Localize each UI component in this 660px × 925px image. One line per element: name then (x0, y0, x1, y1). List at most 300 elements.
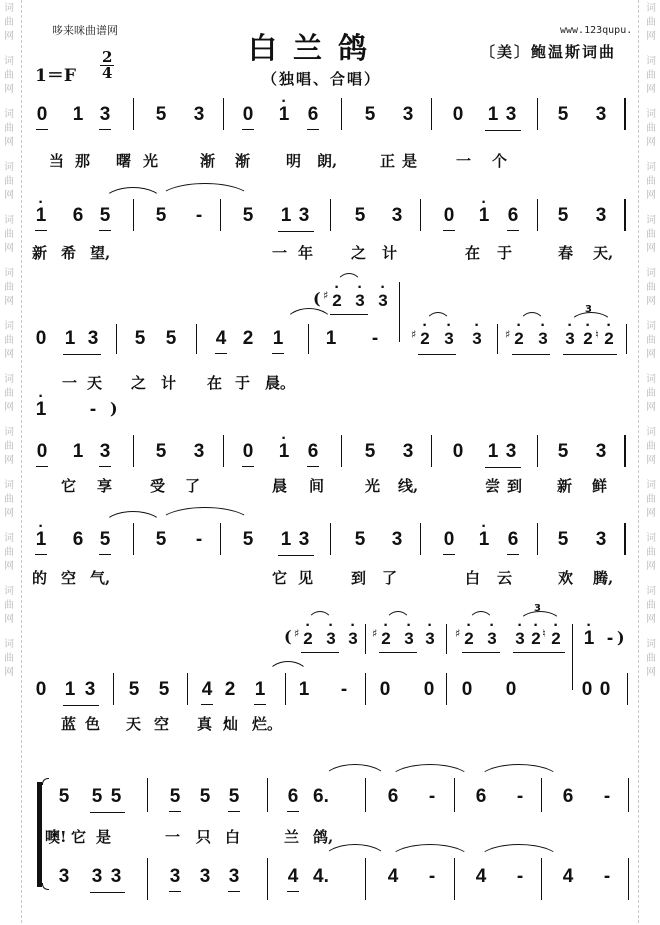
note: 0 (461, 679, 473, 700)
lyric: 真 (197, 715, 213, 733)
note: · 2 (462, 628, 476, 650)
watermark-char: 词 (646, 374, 656, 385)
note: · 2 (418, 328, 432, 350)
sharp-sign: ♯ (411, 328, 417, 341)
tie (284, 308, 334, 325)
lyric: 计 (161, 374, 177, 392)
site-url: www.123qupu. (560, 25, 633, 36)
right-watermark-strip (642, 0, 660, 925)
watermark-char: 网 (4, 402, 14, 413)
beam (330, 314, 368, 315)
note: 1 (72, 441, 84, 462)
tie (322, 764, 388, 781)
lyric: 年 (298, 244, 314, 262)
beam (90, 812, 125, 813)
watermark-group (4, 479, 14, 521)
watermark-char: 曲 (4, 123, 14, 134)
note: 1 (64, 328, 76, 349)
watermark-char: 词 (646, 639, 656, 650)
key-signature: 1＝F (35, 66, 76, 86)
slur (425, 312, 451, 325)
note: 5 (354, 529, 366, 550)
note: 5 (354, 205, 366, 226)
barline (220, 523, 221, 555)
lyric: 兰 (284, 828, 300, 846)
watermark-char: 曲 (4, 388, 14, 399)
note: 5 (99, 529, 111, 550)
barline (267, 778, 268, 812)
note: · 3 (423, 628, 437, 650)
note: 5 (364, 104, 376, 125)
lyric: 之 (131, 374, 147, 392)
beam (278, 231, 314, 232)
note: 3 (228, 866, 240, 887)
barline (541, 778, 542, 812)
watermark-char: 曲 (4, 653, 14, 664)
note: · 2 (512, 328, 526, 350)
watermark-group (646, 161, 656, 203)
note: · 1 (277, 441, 291, 463)
barline (133, 523, 134, 555)
barline (285, 673, 286, 705)
watermark-group (646, 479, 656, 521)
note: · 3 (402, 628, 416, 650)
note: 1 (325, 328, 337, 349)
lyric: 色 (85, 715, 101, 733)
watermark-char: 词 (646, 162, 656, 173)
barline (308, 324, 309, 354)
tie (388, 844, 472, 861)
lyric: 它 (61, 477, 77, 495)
watermark-char: 词 (646, 56, 656, 67)
note: · 1 (34, 205, 48, 227)
note: · 2 (301, 628, 315, 650)
lyric: 天, (593, 244, 614, 262)
watermark-char: 词 (4, 268, 14, 279)
paren-close: ) (110, 399, 118, 418)
note: 3 (298, 529, 310, 550)
sharp-sign: ♯ (372, 627, 378, 640)
watermark-group (4, 373, 14, 415)
sharp-sign: ♯ (294, 627, 300, 640)
note: 5 (58, 786, 70, 807)
note: 4 (287, 866, 299, 887)
note: 1 (272, 328, 284, 349)
lyric: 了 (185, 477, 201, 495)
note: 0 (443, 529, 455, 550)
watermark-char: 词 (646, 427, 656, 438)
beam (513, 652, 565, 653)
note: 5 (364, 441, 376, 462)
note: 3 (595, 529, 607, 550)
watermark-char: 网 (4, 561, 14, 572)
beam (462, 652, 500, 653)
note: 3 (391, 205, 403, 226)
time-top: 2 (102, 48, 113, 66)
natural-sign: ♮ (542, 627, 546, 640)
note: 6 (507, 205, 519, 226)
composer: 〔美〕鲍温斯词曲 (480, 43, 617, 61)
watermark-group (4, 108, 14, 150)
note: 5 (128, 679, 140, 700)
note: · 1 (34, 399, 48, 421)
note: 0 (242, 104, 254, 125)
beam (485, 130, 521, 131)
barline (113, 673, 114, 705)
note: 5 (155, 529, 167, 550)
watermark-char: 网 (4, 137, 14, 148)
paren-open: ( (284, 627, 292, 646)
lyric: 天 (126, 715, 142, 733)
lyric: 空 (61, 569, 77, 587)
note: 1 (64, 679, 76, 700)
watermark-char: 词 (4, 3, 14, 14)
note: 5 (155, 205, 167, 226)
watermark-char: 曲 (646, 123, 656, 134)
note: 5 (228, 786, 240, 807)
watermark-char: 网 (646, 508, 656, 519)
lyric: 享 (97, 477, 113, 495)
triplet-mark: 3 (585, 304, 592, 315)
watermark-group (646, 426, 656, 468)
dash: - (606, 628, 614, 649)
dash: - (428, 786, 436, 807)
note: 1 (298, 679, 310, 700)
watermark-char: 网 (646, 190, 656, 201)
watermark-char: 曲 (4, 176, 14, 187)
watermark-char: 词 (646, 109, 656, 120)
bracket-hook-top (42, 778, 49, 785)
time-bottom: 4 (102, 64, 113, 82)
note: 4 (562, 866, 574, 887)
watermark-char: 词 (646, 480, 656, 491)
barline (497, 324, 498, 354)
note: 3 (505, 441, 517, 462)
sharp-sign: ♯ (505, 328, 511, 341)
note: · 3 (376, 290, 390, 312)
watermark-group (4, 585, 14, 627)
lyric: 是 (96, 828, 112, 846)
note: 3 (169, 866, 181, 887)
dash: - (603, 866, 611, 887)
lyric: 渐 (235, 152, 251, 170)
watermark-char: 曲 (646, 229, 656, 240)
watermark-group (4, 267, 14, 309)
watermark-group (4, 55, 14, 97)
lyric: 当 (49, 152, 65, 170)
barline (187, 673, 188, 705)
note: 3 (193, 441, 205, 462)
watermark-char: 词 (4, 374, 14, 385)
watermark-char: 曲 (4, 600, 14, 611)
note: 3 (58, 866, 70, 887)
slur (336, 273, 362, 286)
lyric: 了 (382, 569, 398, 587)
watermark-char: 曲 (646, 176, 656, 187)
barline (341, 435, 342, 467)
watermark-char: 词 (646, 268, 656, 279)
watermark-group (646, 532, 656, 574)
lyric: 是 (402, 152, 418, 170)
watermark-char: 网 (4, 508, 14, 519)
lyric: 的 (32, 569, 48, 587)
note: 1 (487, 441, 499, 462)
barline (147, 778, 148, 812)
watermark-char: 词 (4, 162, 14, 173)
watermark-char: 曲 (4, 441, 14, 452)
note: 5 (199, 786, 211, 807)
lyric: 新 (32, 244, 48, 262)
watermark-group (4, 214, 14, 256)
note: 4. (313, 866, 329, 887)
lyric: 之 (351, 244, 367, 262)
barline (147, 858, 148, 900)
lyric: 在 (465, 244, 481, 262)
watermark-char: 曲 (4, 282, 14, 293)
watermark-group (4, 426, 14, 468)
note: 0 (35, 679, 47, 700)
note: · 3 (513, 628, 527, 650)
note: · 1 (34, 529, 48, 551)
note: · 1 (582, 628, 596, 650)
watermark-char: 词 (4, 533, 14, 544)
watermark-char: 词 (4, 480, 14, 491)
barline (537, 435, 538, 467)
watermark-char: 曲 (646, 70, 656, 81)
watermark-group (646, 638, 656, 680)
watermark-char: 网 (646, 84, 656, 95)
watermark-char: 曲 (4, 494, 14, 505)
watermark-group (646, 55, 656, 97)
watermark-char: 曲 (646, 388, 656, 399)
barline (446, 673, 447, 705)
watermark-group (646, 320, 656, 362)
sharp-sign: ♯ (323, 289, 329, 302)
watermark-char: 曲 (646, 547, 656, 558)
barline (330, 523, 331, 555)
lyric: 它 (272, 569, 288, 587)
left-watermark-strip (0, 0, 18, 925)
lyric: 晨 (272, 477, 288, 495)
lyric: 晨。 (265, 374, 296, 392)
barline (365, 858, 366, 900)
note: 3 (87, 328, 99, 349)
barline (220, 199, 221, 231)
note: 1 (487, 104, 499, 125)
lyric: 灿 (223, 715, 239, 733)
note: 0 (452, 441, 464, 462)
note: - (371, 328, 379, 349)
barline (223, 435, 224, 467)
song-title: 白兰鸽 (248, 31, 384, 65)
note: · 2 (529, 628, 543, 650)
barline (454, 778, 455, 812)
lyric: 到 (507, 477, 523, 495)
sharp-sign: ♯ (455, 627, 461, 640)
lyric: 一 (165, 828, 181, 846)
barline (365, 624, 366, 654)
tie (477, 764, 561, 781)
watermark-group (4, 2, 14, 44)
beam (63, 705, 99, 706)
note: 2 (242, 328, 254, 349)
lyric: 它 (71, 828, 87, 846)
lyric: 只 (196, 828, 212, 846)
barline (330, 199, 331, 231)
note: 4 (201, 679, 213, 700)
note: 3 (402, 104, 414, 125)
note: 3 (199, 866, 211, 887)
watermark-group (4, 320, 14, 362)
note: 0 (36, 441, 48, 462)
right-margin-divider (638, 0, 639, 923)
lyric: 尝 (485, 477, 501, 495)
barline (267, 858, 268, 900)
beam (418, 354, 456, 355)
barline (628, 858, 629, 900)
note: 6 (507, 529, 519, 550)
watermark-char: 网 (646, 455, 656, 466)
lyric: 渐 (200, 152, 216, 170)
watermark-char: 曲 (4, 70, 14, 81)
note: 3 (391, 529, 403, 550)
barline (624, 199, 626, 231)
lyric: 朗, (317, 152, 338, 170)
watermark-group (646, 585, 656, 627)
barline (624, 98, 626, 130)
watermark-char: 网 (4, 455, 14, 466)
beam (379, 652, 417, 653)
note: - (195, 205, 203, 226)
lyric: 计 (382, 244, 398, 262)
watermark-char: 网 (646, 614, 656, 625)
watermark-group (646, 373, 656, 415)
watermark-char: 词 (4, 639, 14, 650)
lyric: 明 (286, 152, 302, 170)
note: · 1 (277, 104, 291, 126)
lyric: 腾, (593, 569, 614, 587)
subtitle: （独唱、合唱） (262, 70, 382, 88)
watermark-char: 词 (646, 321, 656, 332)
watermark-char: 词 (646, 3, 656, 14)
note: · 2 (581, 328, 595, 350)
note: 1 (254, 679, 266, 700)
note: 5 (91, 786, 103, 807)
tie (477, 844, 561, 861)
note: 6 (307, 441, 319, 462)
barline (454, 858, 455, 900)
lyric: 间 (309, 477, 325, 495)
barline (627, 673, 628, 705)
watermark-group (4, 532, 14, 574)
note: 6 (287, 786, 299, 807)
slur (468, 611, 494, 624)
note: 5 (169, 786, 181, 807)
note: 0 (242, 441, 254, 462)
note: 3 (595, 104, 607, 125)
barline (431, 435, 432, 467)
watermark-char: 网 (646, 349, 656, 360)
note: 4 (475, 866, 487, 887)
watermark-char: 曲 (646, 494, 656, 505)
note: 5 (242, 205, 254, 226)
note: 6 (307, 104, 319, 125)
barline (626, 324, 627, 354)
beam (278, 555, 314, 556)
barline (537, 98, 538, 130)
note: · 3 (346, 628, 360, 650)
watermark-char: 词 (4, 215, 14, 226)
note: 5 (158, 679, 170, 700)
note: - (340, 679, 348, 700)
note: 6 (387, 786, 399, 807)
watermark-char: 曲 (4, 229, 14, 240)
note: 0 (452, 104, 464, 125)
note: 3 (99, 441, 111, 462)
watermark-char: 曲 (4, 547, 14, 558)
left-margin-divider (21, 0, 22, 923)
note: 5 (134, 328, 146, 349)
lyric: 鲜 (592, 477, 608, 495)
note: 3 (298, 205, 310, 226)
barline (399, 282, 400, 342)
watermark-char: 词 (646, 586, 656, 597)
lyric: 蓝 (61, 715, 77, 733)
paren-open: ( (313, 289, 321, 308)
barline (341, 98, 342, 130)
watermark-char: 曲 (646, 17, 656, 28)
watermark-char: 网 (4, 31, 14, 42)
lyric: 望, (90, 244, 111, 262)
note: · 3 (442, 328, 456, 350)
tie (158, 507, 252, 524)
note: · 2 (330, 290, 344, 312)
note: 6 (72, 529, 84, 550)
lyric: 受 (150, 477, 166, 495)
barline (196, 324, 197, 354)
lyric: 一 (456, 152, 472, 170)
note: 1 (280, 205, 292, 226)
triplet-mark: 3 (534, 603, 541, 614)
barline (420, 523, 421, 555)
note: 5 (155, 441, 167, 462)
barline (446, 624, 447, 654)
note: 6 (475, 786, 487, 807)
note: 5 (165, 328, 177, 349)
barline (624, 435, 626, 467)
lyric: 噢! (45, 828, 67, 846)
paren-close: ) (617, 628, 625, 647)
watermark-char: 词 (4, 586, 14, 597)
tie (267, 661, 309, 676)
watermark-group (646, 108, 656, 150)
slur (307, 611, 333, 624)
note: 0 (581, 679, 593, 700)
dash: - (603, 786, 611, 807)
lyric: 一 (272, 244, 288, 262)
note: · 2 (549, 628, 563, 650)
note: 5 (242, 529, 254, 550)
barline (420, 199, 421, 231)
lyric: 白 (465, 569, 481, 587)
watermark-char: 词 (4, 427, 14, 438)
note: 2 (224, 679, 236, 700)
note: 0 (379, 679, 391, 700)
lyric: 欢 (558, 569, 574, 587)
watermark-char: 网 (4, 243, 14, 254)
watermark-char: 词 (646, 533, 656, 544)
note: 4 (387, 866, 399, 887)
